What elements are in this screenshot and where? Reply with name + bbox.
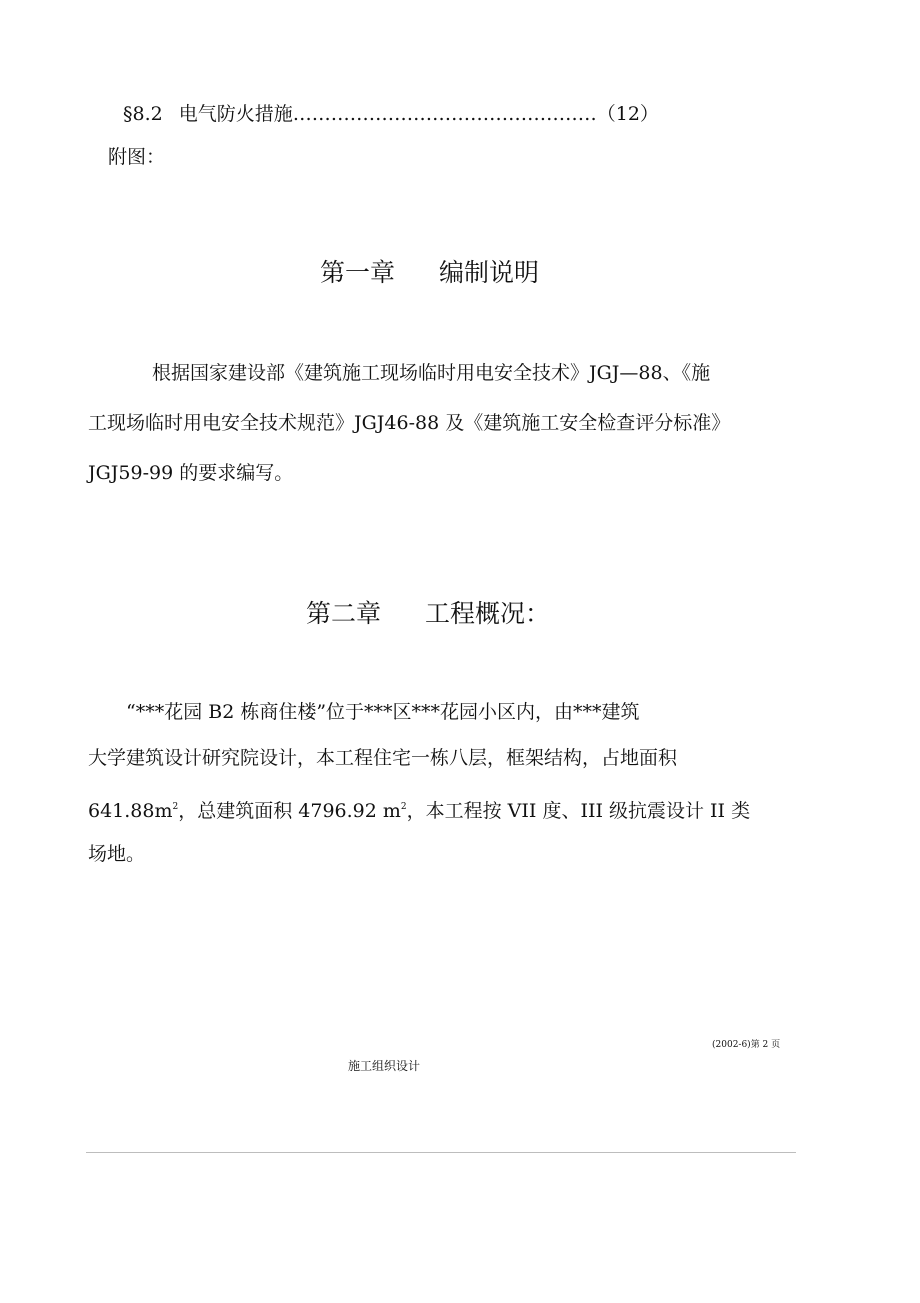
paragraph-line: “***花园 B2 栋商住楼”位于***区***花园小区内，由***建筑 <box>126 701 640 723</box>
paragraph-line-area <box>88 793 750 825</box>
land-area-value: 641.88m <box>88 800 173 822</box>
chapter-2-number: 第二章 <box>306 599 382 628</box>
footer-document-title: 施工组织设计 <box>348 1059 421 1073</box>
paragraph-line: 大学建筑设计研究院设计，本工程住宅一栋八层，框架结构，占地面积 <box>88 747 678 769</box>
chapter-1-title: 编制说明 <box>439 258 540 287</box>
footer-divider <box>86 1152 796 1153</box>
superscript: 2 <box>400 802 407 812</box>
toc-page-number: （12） <box>596 103 659 125</box>
toc-entry-8-2 <box>123 100 659 128</box>
chapter-1-number: 第一章 <box>320 258 396 287</box>
seismic-design-text: ，本工程按 VII 度、III 级抗震设计 II 类 <box>406 800 751 822</box>
chapter-2-heading <box>306 597 550 631</box>
superscript: 2 <box>172 802 179 812</box>
paragraph-line: JGJ59-99 的要求编写。 <box>88 462 294 484</box>
footer-page-info: (2002-6)第 2 页 <box>712 1040 781 1050</box>
toc-section-number: §8.2 <box>123 103 163 125</box>
appendix-label: 附图： <box>108 146 166 168</box>
paragraph-line: 工现场临时用电安全技术规范》JGJ46-88 及《建筑施工安全检查评分标准》 <box>88 412 731 434</box>
toc-section-title: 电气防火措施 <box>178 103 293 125</box>
chapter-2-title: 工程概况： <box>425 599 551 628</box>
chapter-1-heading <box>320 256 539 290</box>
paragraph-line: 根据国家建设部《建筑施工现场临时用电安全技术》JGJ—88、《施 <box>152 362 711 384</box>
building-area-text: ，总建筑面积 4796.92 m <box>178 800 401 822</box>
paragraph-line: 场地。 <box>88 843 146 865</box>
toc-leader-dots: ………………………………………… <box>292 103 597 125</box>
